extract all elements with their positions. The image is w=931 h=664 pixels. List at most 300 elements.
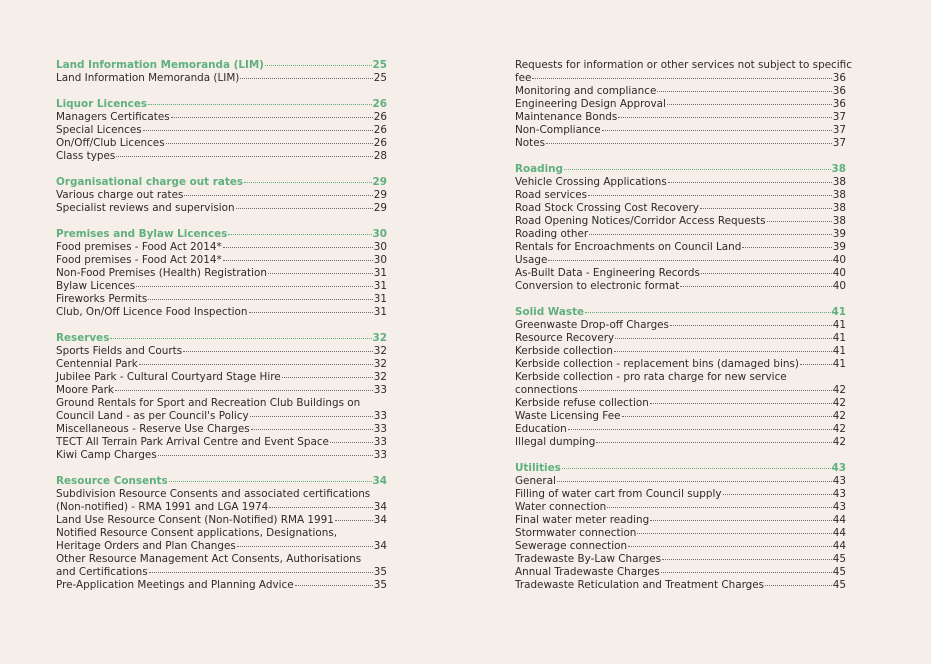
page-number: 43 — [832, 488, 846, 500]
toc-entry-row — [56, 72, 387, 85]
page-number: 38 — [832, 176, 846, 188]
toc-entry-moore-park[interactable] — [56, 384, 387, 397]
toc-entry-waste-licensing-fee[interactable] — [515, 410, 846, 423]
toc-entry-label: On/Off/Club Licences — [56, 137, 165, 149]
toc-entry-filling-of-water-cart-from-council-supply[interactable] — [515, 488, 846, 501]
toc-entry-class-types[interactable] — [56, 150, 387, 163]
toc-entry-greenwaste-drop-off-charges[interactable] — [515, 319, 846, 332]
toc-entry-land-use-resource-consent-non-notified-rma-1991[interactable] — [56, 514, 387, 527]
toc-entry-label: Pre-Application Meetings and Planning Advice — [56, 579, 294, 591]
toc-entry-education[interactable] — [515, 423, 846, 436]
toc-entry-label: Kerbside collection — [515, 345, 614, 357]
toc-entry-kerbside-refuse-collection[interactable] — [515, 397, 846, 410]
dot-leader — [139, 364, 373, 365]
page-number: 43 — [832, 475, 846, 487]
toc-entry-sewerage-connection[interactable] — [515, 540, 846, 553]
page-number: 33 — [373, 410, 387, 422]
dot-leader — [765, 585, 832, 586]
page-number: 45 — [832, 553, 846, 565]
page-number: 34 — [373, 501, 387, 513]
toc-entry-rentals-for-encroachments-on-council-land[interactable] — [515, 241, 846, 254]
dot-leader — [618, 117, 831, 118]
toc-entry-annual-tradewaste-charges[interactable] — [515, 566, 846, 579]
page-number: 38 — [832, 189, 846, 201]
toc-entry-maintenance-bonds[interactable] — [515, 111, 846, 124]
dot-leader — [628, 546, 832, 547]
toc-entry-label: and Certifications — [56, 566, 148, 578]
toc-entry-usage[interactable] — [515, 254, 846, 267]
toc-entry-row — [515, 306, 846, 319]
toc-entry-row — [56, 293, 387, 306]
toc-entry-conversion-to-electronic-format[interactable] — [515, 280, 846, 293]
toc-entry-on-off-club-licences[interactable] — [56, 137, 387, 150]
toc-entry-label-line1: Other Resource Management Act Consents, Authorisations — [56, 553, 362, 565]
dot-leader — [701, 273, 832, 274]
toc-entry-row — [515, 176, 846, 189]
toc-entry-row — [515, 553, 846, 566]
page-number: 34 — [372, 475, 387, 487]
page-number: 40 — [832, 267, 846, 279]
toc-entry-label: Club, On/Off Licence Food Inspection — [56, 306, 248, 318]
toc-entry-label: connections — [515, 384, 578, 396]
toc-entry-food-premises-food-act-2014[interactable] — [56, 241, 387, 254]
toc-entry-row — [56, 579, 387, 592]
page-number: 25 — [373, 72, 387, 84]
toc-entry-label: Liquor Licences — [56, 98, 148, 110]
dot-leader — [228, 234, 371, 235]
toc-entry-engineering-design-approval[interactable] — [515, 98, 846, 111]
toc-right-column — [515, 59, 852, 592]
page-number: 32 — [373, 345, 387, 357]
dot-leader — [237, 546, 373, 547]
toc-entry-label: Roading other — [515, 228, 589, 240]
dot-leader — [115, 390, 373, 391]
toc-entry-label: Engineering Design Approval — [515, 98, 666, 110]
toc-entry-row — [56, 98, 387, 111]
toc-entry-connections[interactable] — [515, 371, 846, 397]
toc-entry-row — [515, 228, 846, 241]
toc-entry-label: TECT All Terrain Park Arrival Centre and Event Space — [56, 436, 329, 448]
toc-section-heading-solid-waste[interactable] — [515, 306, 846, 319]
toc-entry-row — [56, 280, 387, 293]
page-number: 44 — [832, 527, 846, 539]
toc-entry-tradewaste-reticulation-and-treatment-charges[interactable] — [515, 579, 846, 592]
page-number: 25 — [372, 59, 387, 71]
toc-entry-label: Class types — [56, 150, 116, 162]
toc-entry-label: Solid Waste — [515, 306, 585, 318]
page-number: 40 — [832, 254, 846, 266]
toc-entry-miscellaneous-reserve-use-charges[interactable] — [56, 423, 387, 436]
toc-entry-label-line1: Subdivision Resource Consents and associated certifications — [56, 488, 371, 500]
dot-leader — [250, 416, 373, 417]
toc-entry-label: Miscellaneous - Reserve Use Charges — [56, 423, 250, 435]
toc-entry-road-opening-notices-corridor-access-requests[interactable] — [515, 215, 846, 228]
toc-entry-row — [515, 345, 846, 358]
toc-entry-row — [56, 241, 387, 254]
toc-entry-fireworks-permits[interactable] — [56, 293, 387, 306]
toc-entry-row — [56, 124, 387, 137]
toc-entry-label: Kerbside collection - replacement bins (damaged bins) — [515, 358, 799, 370]
toc-entry-label: Non-Food Premises (Health) Registration — [56, 267, 267, 279]
toc-entry-label: fee — [515, 72, 532, 84]
page-number: 44 — [832, 540, 846, 552]
dot-leader — [557, 481, 832, 482]
toc-entry-label: Resource Recovery — [515, 332, 615, 344]
toc-entry-label: Bylaw Licences — [56, 280, 136, 292]
dot-leader — [589, 234, 832, 235]
page-number: 31 — [373, 306, 387, 318]
toc-entry-label: Managers Certificates — [56, 111, 170, 123]
toc-entry-row — [515, 163, 846, 176]
dot-leader — [295, 585, 373, 586]
toc-entry-label: Various charge out rates — [56, 189, 184, 201]
toc-entry-row — [56, 514, 387, 527]
toc-entry-row — [56, 254, 387, 267]
page-number: 36 — [832, 98, 846, 110]
dot-leader — [723, 494, 832, 495]
toc-entry-row — [515, 72, 846, 85]
toc-entry-row — [56, 267, 387, 280]
page-number: 33 — [373, 423, 387, 435]
toc-entry-heritage-orders-and-plan-changes[interactable] — [56, 527, 387, 553]
toc-entry-row — [515, 566, 846, 579]
toc-entry-label: Annual Tradewaste Charges — [515, 566, 660, 578]
toc-entry-row — [56, 566, 387, 579]
toc-section-heading-premises-and-bylaw-licences[interactable] — [56, 228, 387, 241]
dot-leader — [183, 351, 373, 352]
toc-entry-label: Tradewaste By-Law Charges — [515, 553, 661, 565]
dot-leader — [236, 208, 373, 209]
toc-entry-label: Tradewaste Reticulation and Treatment Charges — [515, 579, 765, 591]
toc-entry-label: General — [515, 475, 556, 487]
toc-entry-label: Notes — [515, 137, 546, 149]
dot-leader — [564, 169, 831, 170]
toc-entry-various-charge-out-rates[interactable] — [56, 189, 387, 202]
toc-entry-notes[interactable] — [515, 137, 846, 150]
section-spacer — [56, 462, 387, 475]
page-number: 41 — [831, 306, 846, 318]
toc-entry-row — [515, 267, 846, 280]
toc-entry-row — [515, 85, 846, 98]
page-number: 29 — [372, 176, 387, 188]
toc-entry-row — [515, 215, 846, 228]
dot-leader — [568, 429, 832, 430]
toc-entry-specialist-reviews-and-supervision[interactable] — [56, 202, 387, 215]
dot-leader — [148, 299, 372, 300]
page-number: 38 — [832, 202, 846, 214]
page-number: 26 — [373, 137, 387, 149]
toc-entry-kerbside-collection[interactable] — [515, 345, 846, 358]
toc-entry-pre-application-meetings-and-planning-advice[interactable] — [56, 579, 387, 592]
toc-entry-row — [515, 579, 846, 592]
toc-entry-row — [515, 111, 846, 124]
page-number: 33 — [373, 384, 387, 396]
toc-entry-label: Food premises - Food Act 2014* — [56, 241, 222, 253]
toc-entry-road-services[interactable] — [515, 189, 846, 202]
toc-entry-row — [515, 358, 846, 371]
toc-entry-label: Final water meter reading — [515, 514, 650, 526]
toc-entry-label: Centennial Park — [56, 358, 138, 370]
toc-section-heading-organisational-charge-out-rates[interactable] — [56, 176, 387, 189]
toc-entry-tect-all-terrain-park-arrival-centre-and-event-space[interactable] — [56, 436, 387, 449]
dot-leader — [265, 65, 372, 66]
dot-leader — [650, 403, 832, 404]
page-number: 41 — [832, 332, 846, 344]
toc-entry-row — [56, 540, 387, 553]
page-number: 31 — [373, 280, 387, 292]
dot-leader — [657, 91, 831, 92]
toc-entry-row — [515, 514, 846, 527]
dot-leader — [223, 247, 373, 248]
toc-entry-row — [56, 384, 387, 397]
dot-leader — [622, 416, 832, 417]
dot-leader — [143, 130, 373, 131]
toc-entry-row — [515, 436, 846, 449]
section-spacer — [56, 163, 387, 176]
page-number: 35 — [373, 579, 387, 591]
page-number: 30 — [373, 254, 387, 266]
toc-section-heading-liquor-licences[interactable] — [56, 98, 387, 111]
toc-entry-label: Water connection — [515, 501, 607, 513]
toc-entry-row — [56, 410, 387, 423]
toc-entry-as-built-data-engineering-records[interactable] — [515, 267, 846, 280]
page-number: 39 — [832, 241, 846, 253]
toc-entry-label: Kerbside refuse collection — [515, 397, 649, 409]
toc-entry-illegal-dumping[interactable] — [515, 436, 846, 449]
toc-entry-resource-recovery[interactable] — [515, 332, 846, 345]
dot-leader — [614, 351, 832, 352]
toc-entry-label: Moore Park — [56, 384, 114, 396]
toc-entry-label: Road Opening Notices/Corridor Access Requests — [515, 215, 766, 227]
dot-leader — [602, 130, 832, 131]
toc-entry-label: Utilities — [515, 462, 561, 474]
dot-leader — [607, 507, 831, 508]
page-number: 38 — [832, 215, 846, 227]
page-number: 33 — [373, 449, 387, 461]
toc-entry-label: Filling of water cart from Council supply — [515, 488, 722, 500]
page-number: 37 — [832, 124, 846, 136]
page-number: 26 — [372, 98, 387, 110]
page-number: 42 — [832, 410, 846, 422]
toc-entry-label: Road services — [515, 189, 588, 201]
page-number: 29 — [373, 202, 387, 214]
dot-leader — [588, 195, 832, 196]
dot-leader — [268, 273, 373, 274]
dot-leader — [223, 260, 373, 261]
toc-entry-council-land-as-per-council-s-policy[interactable] — [56, 397, 387, 423]
toc-entry-label: Specialist reviews and supervision — [56, 202, 235, 214]
page-number: 42 — [832, 436, 846, 448]
dot-leader — [184, 195, 372, 196]
page-number: 45 — [832, 579, 846, 591]
toc-entry-label: Land Information Memoranda (LIM) — [56, 72, 240, 84]
toc-entry-row — [515, 475, 846, 488]
toc-entry-non-notified-rma-1991-and-lga-1974[interactable] — [56, 488, 387, 514]
dot-leader — [548, 260, 831, 261]
dot-leader — [149, 572, 373, 573]
page-number: 32 — [372, 332, 387, 344]
toc-entry-row — [56, 332, 387, 345]
dot-leader — [169, 481, 372, 482]
toc-entry-monitoring-and-compliance[interactable] — [515, 85, 846, 98]
dot-leader — [637, 533, 831, 534]
toc-entry-managers-certificates[interactable] — [56, 111, 387, 124]
dot-leader — [670, 325, 832, 326]
dot-leader — [282, 377, 373, 378]
page-number: 41 — [832, 345, 846, 357]
toc-section-heading-land-information-memoranda-lim[interactable] — [56, 59, 387, 72]
toc-entry-label: Land Information Memoranda (LIM) — [56, 59, 264, 71]
toc-section-heading-roading[interactable] — [515, 163, 846, 176]
page-number: 40 — [832, 280, 846, 292]
toc-entry-label: Education — [515, 423, 567, 435]
toc-entry-roading-other[interactable] — [515, 228, 846, 241]
page-number: 43 — [831, 462, 846, 474]
page-number: 42 — [832, 384, 846, 396]
toc-entry-jubilee-park-cultural-courtyard-stage-hire[interactable] — [56, 371, 387, 384]
toc-entry-row — [515, 527, 846, 540]
section-spacer — [515, 293, 846, 306]
page-number: 36 — [832, 85, 846, 97]
toc-entry-row — [515, 410, 846, 423]
page-number: 35 — [373, 566, 387, 578]
toc-entry-label: Conversion to electronic format — [515, 280, 680, 292]
toc-entry-road-stock-crossing-cost-recovery[interactable] — [515, 202, 846, 215]
page-number: 37 — [832, 111, 846, 123]
toc-section-heading-utilities[interactable] — [515, 462, 846, 475]
toc-entry-label: (Non-notified) - RMA 1991 and LGA 1974 — [56, 501, 269, 513]
toc-entry-row — [56, 475, 387, 488]
page-number: 31 — [373, 293, 387, 305]
page-number: 41 — [832, 319, 846, 331]
toc-entry-row — [56, 202, 387, 215]
section-spacer — [56, 85, 387, 98]
toc-entry-row — [515, 124, 846, 137]
toc-entry-label: Road Stock Crossing Cost Recovery — [515, 202, 699, 214]
toc-entry-label-line1: Kerbside collection - pro rata charge for new service — [515, 371, 787, 383]
dot-leader — [615, 338, 832, 339]
toc-entry-row — [515, 540, 846, 553]
toc-entry-vehicle-crossing-applications[interactable] — [515, 176, 846, 189]
dot-leader — [269, 507, 373, 508]
dot-leader — [158, 455, 373, 456]
toc-entry-row — [515, 241, 846, 254]
toc-entry-bylaw-licences[interactable] — [56, 280, 387, 293]
page-number: 44 — [832, 514, 846, 526]
toc-entry-label: Heritage Orders and Plan Changes — [56, 540, 236, 552]
page-number: 32 — [373, 358, 387, 370]
toc-entry-tradewaste-by-law-charges[interactable] — [515, 553, 846, 566]
dot-leader — [330, 442, 373, 443]
section-spacer — [56, 319, 387, 332]
toc-entry-row — [56, 228, 387, 241]
toc-entry-label-line1: Notified Resource Consent applications, Designations, — [56, 527, 338, 539]
toc-section-heading-reserves[interactable] — [56, 332, 387, 345]
toc-entry-label: Reserves — [56, 332, 110, 344]
page-number: 29 — [373, 189, 387, 201]
dot-leader — [662, 559, 832, 560]
toc-entry-club-on-off-licence-food-inspection[interactable] — [56, 306, 387, 319]
section-spacer — [515, 150, 846, 163]
dot-leader — [136, 286, 373, 287]
page-number: 39 — [832, 228, 846, 240]
toc-section-heading-resource-consents[interactable] — [56, 475, 387, 488]
toc-entry-row — [56, 345, 387, 358]
toc-entry-row — [56, 59, 387, 72]
page-number: 26 — [373, 124, 387, 136]
toc-entry-row — [56, 501, 387, 514]
toc-entry-row — [56, 306, 387, 319]
page-number: 26 — [373, 111, 387, 123]
dot-leader — [148, 104, 371, 105]
dot-leader — [650, 520, 832, 521]
toc-entry-general[interactable] — [515, 475, 846, 488]
toc-entry-label: Illegal dumping — [515, 436, 596, 448]
toc-entry-row — [56, 449, 387, 462]
page-number: 37 — [832, 137, 846, 149]
toc-entry-row — [515, 254, 846, 267]
dot-leader — [667, 104, 832, 105]
toc-entry-row — [515, 189, 846, 202]
toc-entry-label: Roading — [515, 163, 563, 175]
toc-entry-label: Non-Compliance — [515, 124, 601, 136]
toc-entry-label: Vehicle Crossing Applications — [515, 176, 667, 188]
toc-entry-label: Premises and Bylaw Licences — [56, 228, 228, 240]
toc-entry-special-licences[interactable] — [56, 124, 387, 137]
toc-entry-row — [515, 423, 846, 436]
dot-leader — [335, 520, 373, 521]
toc-entry-food-premises-food-act-2014[interactable] — [56, 254, 387, 267]
toc-entry-kiwi-camp-charges[interactable] — [56, 449, 387, 462]
toc-entry-land-information-memoranda-lim[interactable] — [56, 72, 387, 85]
toc-entry-stormwater-connection[interactable] — [515, 527, 846, 540]
dot-leader — [742, 247, 831, 248]
toc-entry-kerbside-collection-replacement-bins-damaged-bins[interactable] — [515, 358, 846, 371]
toc-entry-row — [56, 371, 387, 384]
page-number: 32 — [373, 371, 387, 383]
toc-entry-label: Usage — [515, 254, 548, 266]
toc-entry-final-water-meter-reading[interactable] — [515, 514, 846, 527]
toc-entry-and-certifications[interactable] — [56, 553, 387, 579]
dot-leader — [800, 364, 832, 365]
page-number: 34 — [373, 514, 387, 526]
toc-entry-non-compliance[interactable] — [515, 124, 846, 137]
toc-entry-label-line1: Ground Rentals for Sport and Recreation Club Buildings on — [56, 397, 361, 409]
toc-entry-row — [515, 397, 846, 410]
toc-entry-water-connection[interactable] — [515, 501, 846, 514]
dot-leader — [116, 156, 373, 157]
toc-entry-row — [56, 423, 387, 436]
toc-entry-non-food-premises-health-registration[interactable] — [56, 267, 387, 280]
page-number: 43 — [832, 501, 846, 513]
toc-entry-sports-fields-and-courts[interactable] — [56, 345, 387, 358]
toc-entry-centennial-park[interactable] — [56, 358, 387, 371]
toc-entry-label: Waste Licensing Fee — [515, 410, 621, 422]
toc-entry-row — [56, 150, 387, 163]
dot-leader — [562, 468, 831, 469]
dot-leader — [680, 286, 831, 287]
toc-entry-label: Organisational charge out rates — [56, 176, 244, 188]
toc-entry-label: As-Built Data - Engineering Records — [515, 267, 700, 279]
dot-leader — [585, 312, 830, 313]
page-number: 42 — [832, 423, 846, 435]
dot-leader — [171, 117, 373, 118]
dot-leader — [110, 338, 371, 339]
toc-entry-row — [56, 436, 387, 449]
toc-entry-label: Monitoring and compliance — [515, 85, 657, 97]
toc-entry-fee[interactable] — [515, 59, 852, 85]
toc-entry-row — [515, 280, 846, 293]
